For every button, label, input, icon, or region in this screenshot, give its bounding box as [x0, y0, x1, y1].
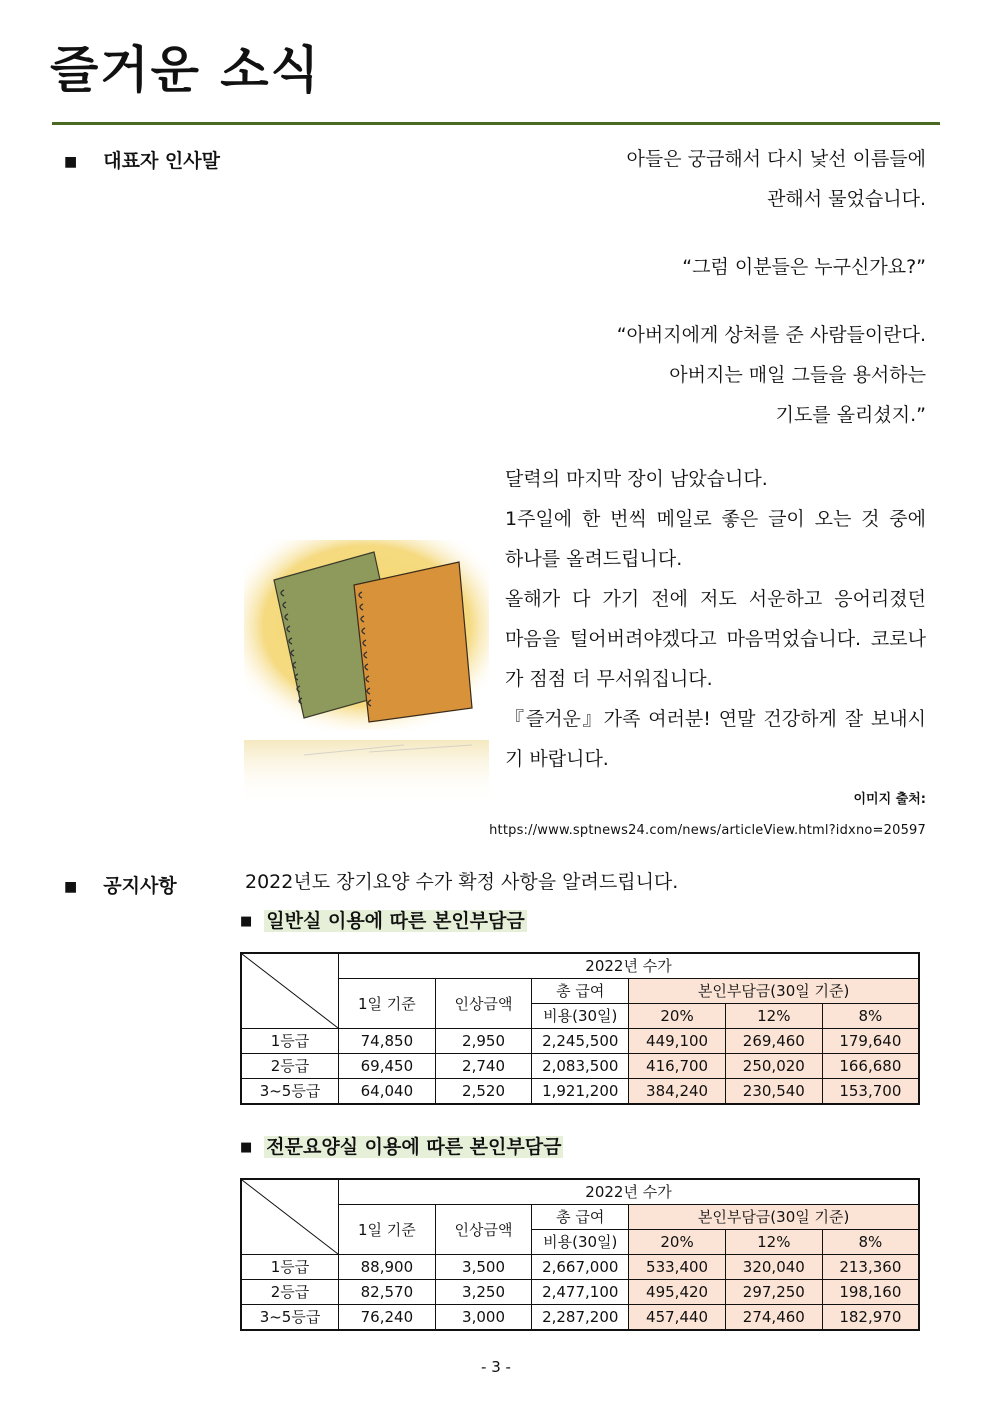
increase-cell: 3,000 — [435, 1305, 532, 1331]
title-rule — [52, 122, 940, 125]
total-cell: 2,667,000 — [532, 1255, 629, 1280]
copay-20-cell: 457,440 — [629, 1305, 726, 1331]
header-daily: 1일 기준 — [339, 1205, 436, 1255]
page-number: - 3 - — [481, 1358, 511, 1376]
header-pct-8: 8% — [822, 1004, 919, 1029]
body-line: 달력의 마지막 장이 남았습니다. — [505, 468, 768, 490]
total-cell: 2,287,200 — [532, 1305, 629, 1331]
header-year: 2022년 수가 — [339, 1179, 919, 1205]
header-pct-8: 8% — [822, 1230, 919, 1255]
body-line: 1주일에 한 번씩 메일로 좋은 글이 오는 것 중에 — [505, 508, 926, 530]
header-total-2: 비용(30일) — [532, 1230, 629, 1255]
daily-cell: 64,040 — [339, 1079, 436, 1105]
copay-20-cell: 449,100 — [629, 1029, 726, 1054]
page-title: 즐거운 소식 — [50, 41, 321, 99]
body-line: 『즐거운』가족 여러분! 연말 건강하게 잘 보내시 — [505, 708, 926, 730]
copay-8-cell: 198,160 — [822, 1280, 919, 1305]
header-pct-20: 20% — [629, 1230, 726, 1255]
square-bullet-icon: ■ — [64, 878, 78, 895]
increase-cell: 2,740 — [435, 1054, 532, 1079]
grade-cell: 2등급 — [241, 1280, 339, 1305]
copay-12-cell: 274,460 — [725, 1305, 822, 1331]
grade-cell: 1등급 — [241, 1255, 339, 1280]
quote-line: 아버지는 매일 그들을 용서하는 — [669, 364, 926, 386]
increase-cell: 2,950 — [435, 1029, 532, 1054]
daily-cell: 82,570 — [339, 1280, 436, 1305]
square-bullet-icon: ■ — [64, 153, 78, 170]
notice-intro: 2022년도 장기요양 수가 확정 사항을 알려드립니다. — [245, 871, 679, 893]
header-copay: 본인부담금(30일 기준) — [629, 1205, 919, 1230]
image-credit-url[interactable]: https://www.sptnews24.com/news/articleView.html?idxno=20597 — [489, 823, 926, 838]
notice-heading-label: 공지사항 — [103, 875, 177, 897]
header-pct-12: 12% — [725, 1004, 822, 1029]
total-cell: 2,083,500 — [532, 1054, 629, 1079]
copay-20-cell: 384,240 — [629, 1079, 726, 1105]
notice-heading — [64, 871, 177, 898]
body-line: 하나를 올려드립니다. — [505, 548, 683, 570]
table-row — [241, 1054, 919, 1079]
table-row — [241, 1029, 919, 1054]
daily-cell: 76,240 — [339, 1305, 436, 1331]
quote-line: 아들은 궁금해서 다시 낯선 이름들에 — [626, 148, 926, 170]
image-credit-label: 이미지 출처: — [853, 792, 926, 807]
header-year: 2022년 수가 — [339, 953, 919, 979]
daily-cell: 69,450 — [339, 1054, 436, 1079]
body-line: 가 점점 더 무서워집니다. — [505, 668, 713, 690]
table-1-title: 일반실 이용에 따른 본인부담금 — [266, 910, 525, 932]
fee-table-general — [240, 952, 920, 1105]
copay-12-cell: 320,040 — [725, 1255, 822, 1280]
body-line: 올해가 다 가기 전에 저도 서운하고 응어리졌던 — [505, 588, 926, 610]
quote-line: 기도를 올리셨지.” — [775, 404, 926, 426]
diagonal-header-cell — [241, 1179, 339, 1255]
table-1-heading — [240, 906, 527, 933]
diagonal-header-cell — [241, 953, 339, 1029]
total-cell: 2,477,100 — [532, 1280, 629, 1305]
header-daily: 1일 기준 — [339, 979, 436, 1029]
table-row — [241, 1255, 919, 1280]
table-2-title: 전문요양실 이용에 따른 본인부담금 — [266, 1136, 562, 1158]
copay-12-cell: 297,250 — [725, 1280, 822, 1305]
quote-line: “아버지에게 상처를 준 사람들이란다. — [616, 324, 926, 346]
copay-8-cell: 166,680 — [822, 1054, 919, 1079]
copay-8-cell: 182,970 — [822, 1305, 919, 1331]
increase-cell: 3,250 — [435, 1280, 532, 1305]
copay-20-cell: 495,420 — [629, 1280, 726, 1305]
increase-cell: 3,500 — [435, 1255, 532, 1280]
table-row — [241, 1280, 919, 1305]
header-total-1: 총 급여 — [532, 1205, 629, 1230]
increase-cell: 2,520 — [435, 1079, 532, 1105]
table-row — [241, 1305, 919, 1331]
table-2-heading — [240, 1132, 563, 1159]
header-increase: 인상금액 — [435, 979, 532, 1029]
grade-cell: 3~5등급 — [241, 1305, 339, 1331]
table-row — [241, 1079, 919, 1105]
daily-cell: 74,850 — [339, 1029, 436, 1054]
header-total-2: 비용(30일) — [532, 1004, 629, 1029]
total-cell: 2,245,500 — [532, 1029, 629, 1054]
header-copay: 본인부담금(30일 기준) — [629, 979, 919, 1004]
header-pct-20: 20% — [629, 1004, 726, 1029]
copay-12-cell: 230,540 — [725, 1079, 822, 1105]
copay-12-cell: 269,460 — [725, 1029, 822, 1054]
body-line: 기 바랍니다. — [505, 748, 609, 770]
copay-20-cell: 416,700 — [629, 1054, 726, 1079]
copay-8-cell: 213,360 — [822, 1255, 919, 1280]
body-line: 마음을 털어버려야겠다고 마음먹었습니다. 코로나 — [505, 628, 926, 650]
greeting-heading — [64, 146, 220, 173]
grade-cell: 2등급 — [241, 1054, 339, 1079]
notebook-illustration-icon — [244, 540, 489, 805]
greeting-body — [505, 459, 926, 779]
header-increase: 인상금액 — [435, 1205, 532, 1255]
square-bullet-icon: ■ — [240, 914, 253, 929]
square-bullet-icon: ■ — [240, 1140, 253, 1155]
total-cell: 1,921,200 — [532, 1079, 629, 1105]
copay-8-cell: 153,700 — [822, 1079, 919, 1105]
daily-cell: 88,900 — [339, 1255, 436, 1280]
header-pct-12: 12% — [725, 1230, 822, 1255]
fee-table-special — [240, 1178, 920, 1331]
copay-12-cell: 250,020 — [725, 1054, 822, 1079]
quote-line: “그럼 이분들은 누구신가요?” — [682, 256, 926, 278]
copay-8-cell: 179,640 — [822, 1029, 919, 1054]
grade-cell: 1등급 — [241, 1029, 339, 1054]
greeting-heading-label: 대표자 인사말 — [103, 150, 220, 172]
copay-20-cell: 533,400 — [629, 1255, 726, 1280]
quote-line: 관해서 물었습니다. — [767, 188, 926, 210]
header-total-1: 총 급여 — [532, 979, 629, 1004]
grade-cell: 3~5등급 — [241, 1079, 339, 1105]
